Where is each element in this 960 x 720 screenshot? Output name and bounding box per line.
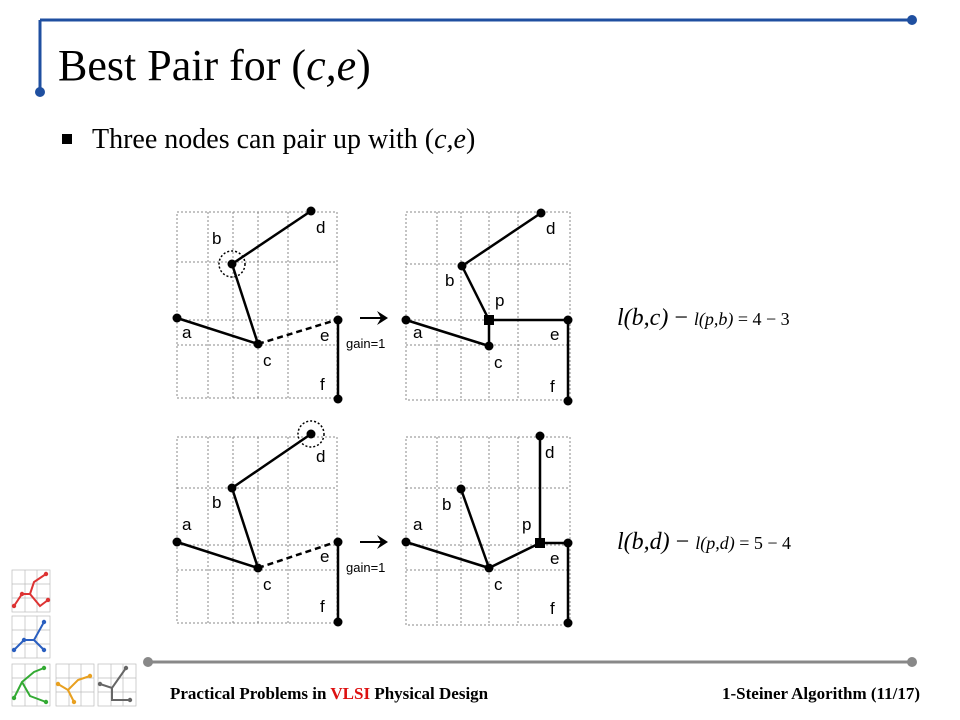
grid-bottom-right: [406, 437, 570, 625]
label-e: e: [550, 325, 560, 344]
node-d: [536, 432, 545, 441]
node-b: [457, 485, 466, 494]
label-d: d: [316, 218, 326, 237]
tree-bottom-right: [406, 436, 568, 623]
label-d: d: [546, 219, 556, 238]
label-b: b: [445, 271, 455, 290]
node-c: [254, 564, 263, 573]
logo-mini-grids: [12, 570, 136, 706]
label-f: f: [320, 597, 325, 616]
node-a: [402, 538, 411, 547]
footer-course-title: Practical Problems in VLSI Physical Design: [170, 684, 489, 703]
node-f: [334, 618, 343, 627]
tree-top-right: [406, 213, 568, 401]
label-b: b: [212, 229, 222, 248]
bullet-item: Three nodes can pair up with (c,e): [62, 124, 475, 156]
label-e: e: [320, 326, 330, 345]
nodes-top-right: [402, 209, 573, 406]
label-d: d: [545, 443, 555, 462]
label-f: f: [550, 377, 555, 396]
node-a: [402, 316, 411, 325]
slide-title: Best Pair for (c,e): [58, 41, 371, 90]
node-d: [537, 209, 546, 218]
label-f: f: [320, 375, 325, 394]
grid-top-right: [406, 212, 570, 400]
node-e: [334, 538, 343, 547]
label-a: a: [413, 323, 423, 342]
node-c: [485, 342, 494, 351]
label-f: f: [550, 599, 555, 618]
node-a: [173, 538, 182, 547]
label-c: c: [494, 353, 503, 372]
node-c: [485, 564, 494, 573]
label-b: b: [442, 495, 452, 514]
formula-bc: l(b,c) − l(p,b) = 4 − 3: [617, 305, 790, 331]
label-a: a: [182, 323, 192, 342]
label-e: e: [550, 549, 560, 568]
label-c: c: [263, 351, 272, 370]
node-e: [564, 316, 573, 325]
grid-bottom-left: [177, 437, 337, 623]
arrow-top: [360, 311, 388, 325]
node-c: [254, 340, 263, 349]
node-d: [307, 207, 316, 216]
label-a: a: [182, 515, 192, 534]
label-c: c: [263, 575, 272, 594]
steiner-point-p: [484, 315, 494, 325]
arrow-bottom: [360, 535, 388, 549]
label-a: a: [413, 515, 423, 534]
label-e: e: [320, 547, 330, 566]
label-p: p: [495, 291, 505, 310]
formula-bd: l(b,d) − l(p,d) = 5 − 4: [617, 529, 792, 555]
node-f: [334, 395, 343, 404]
node-b: [458, 262, 467, 271]
gain-label-top: gain=1: [346, 336, 386, 351]
node-f: [564, 397, 573, 406]
node-e: [334, 316, 343, 325]
label-c: c: [494, 575, 503, 594]
gain-label-bottom: gain=1: [346, 560, 386, 575]
grid-top-left: [177, 212, 337, 398]
node-b: [228, 484, 237, 493]
node-e: [564, 539, 573, 548]
label-b: b: [212, 493, 222, 512]
footer-slide-counter: 1-Steiner Algorithm (11/17): [722, 684, 920, 703]
label-p: p: [522, 515, 532, 534]
node-b: [228, 260, 237, 269]
node-d: [307, 430, 316, 439]
node-a: [173, 314, 182, 323]
steiner-point-p: [535, 538, 545, 548]
label-d: d: [316, 447, 326, 466]
node-f: [564, 619, 573, 628]
